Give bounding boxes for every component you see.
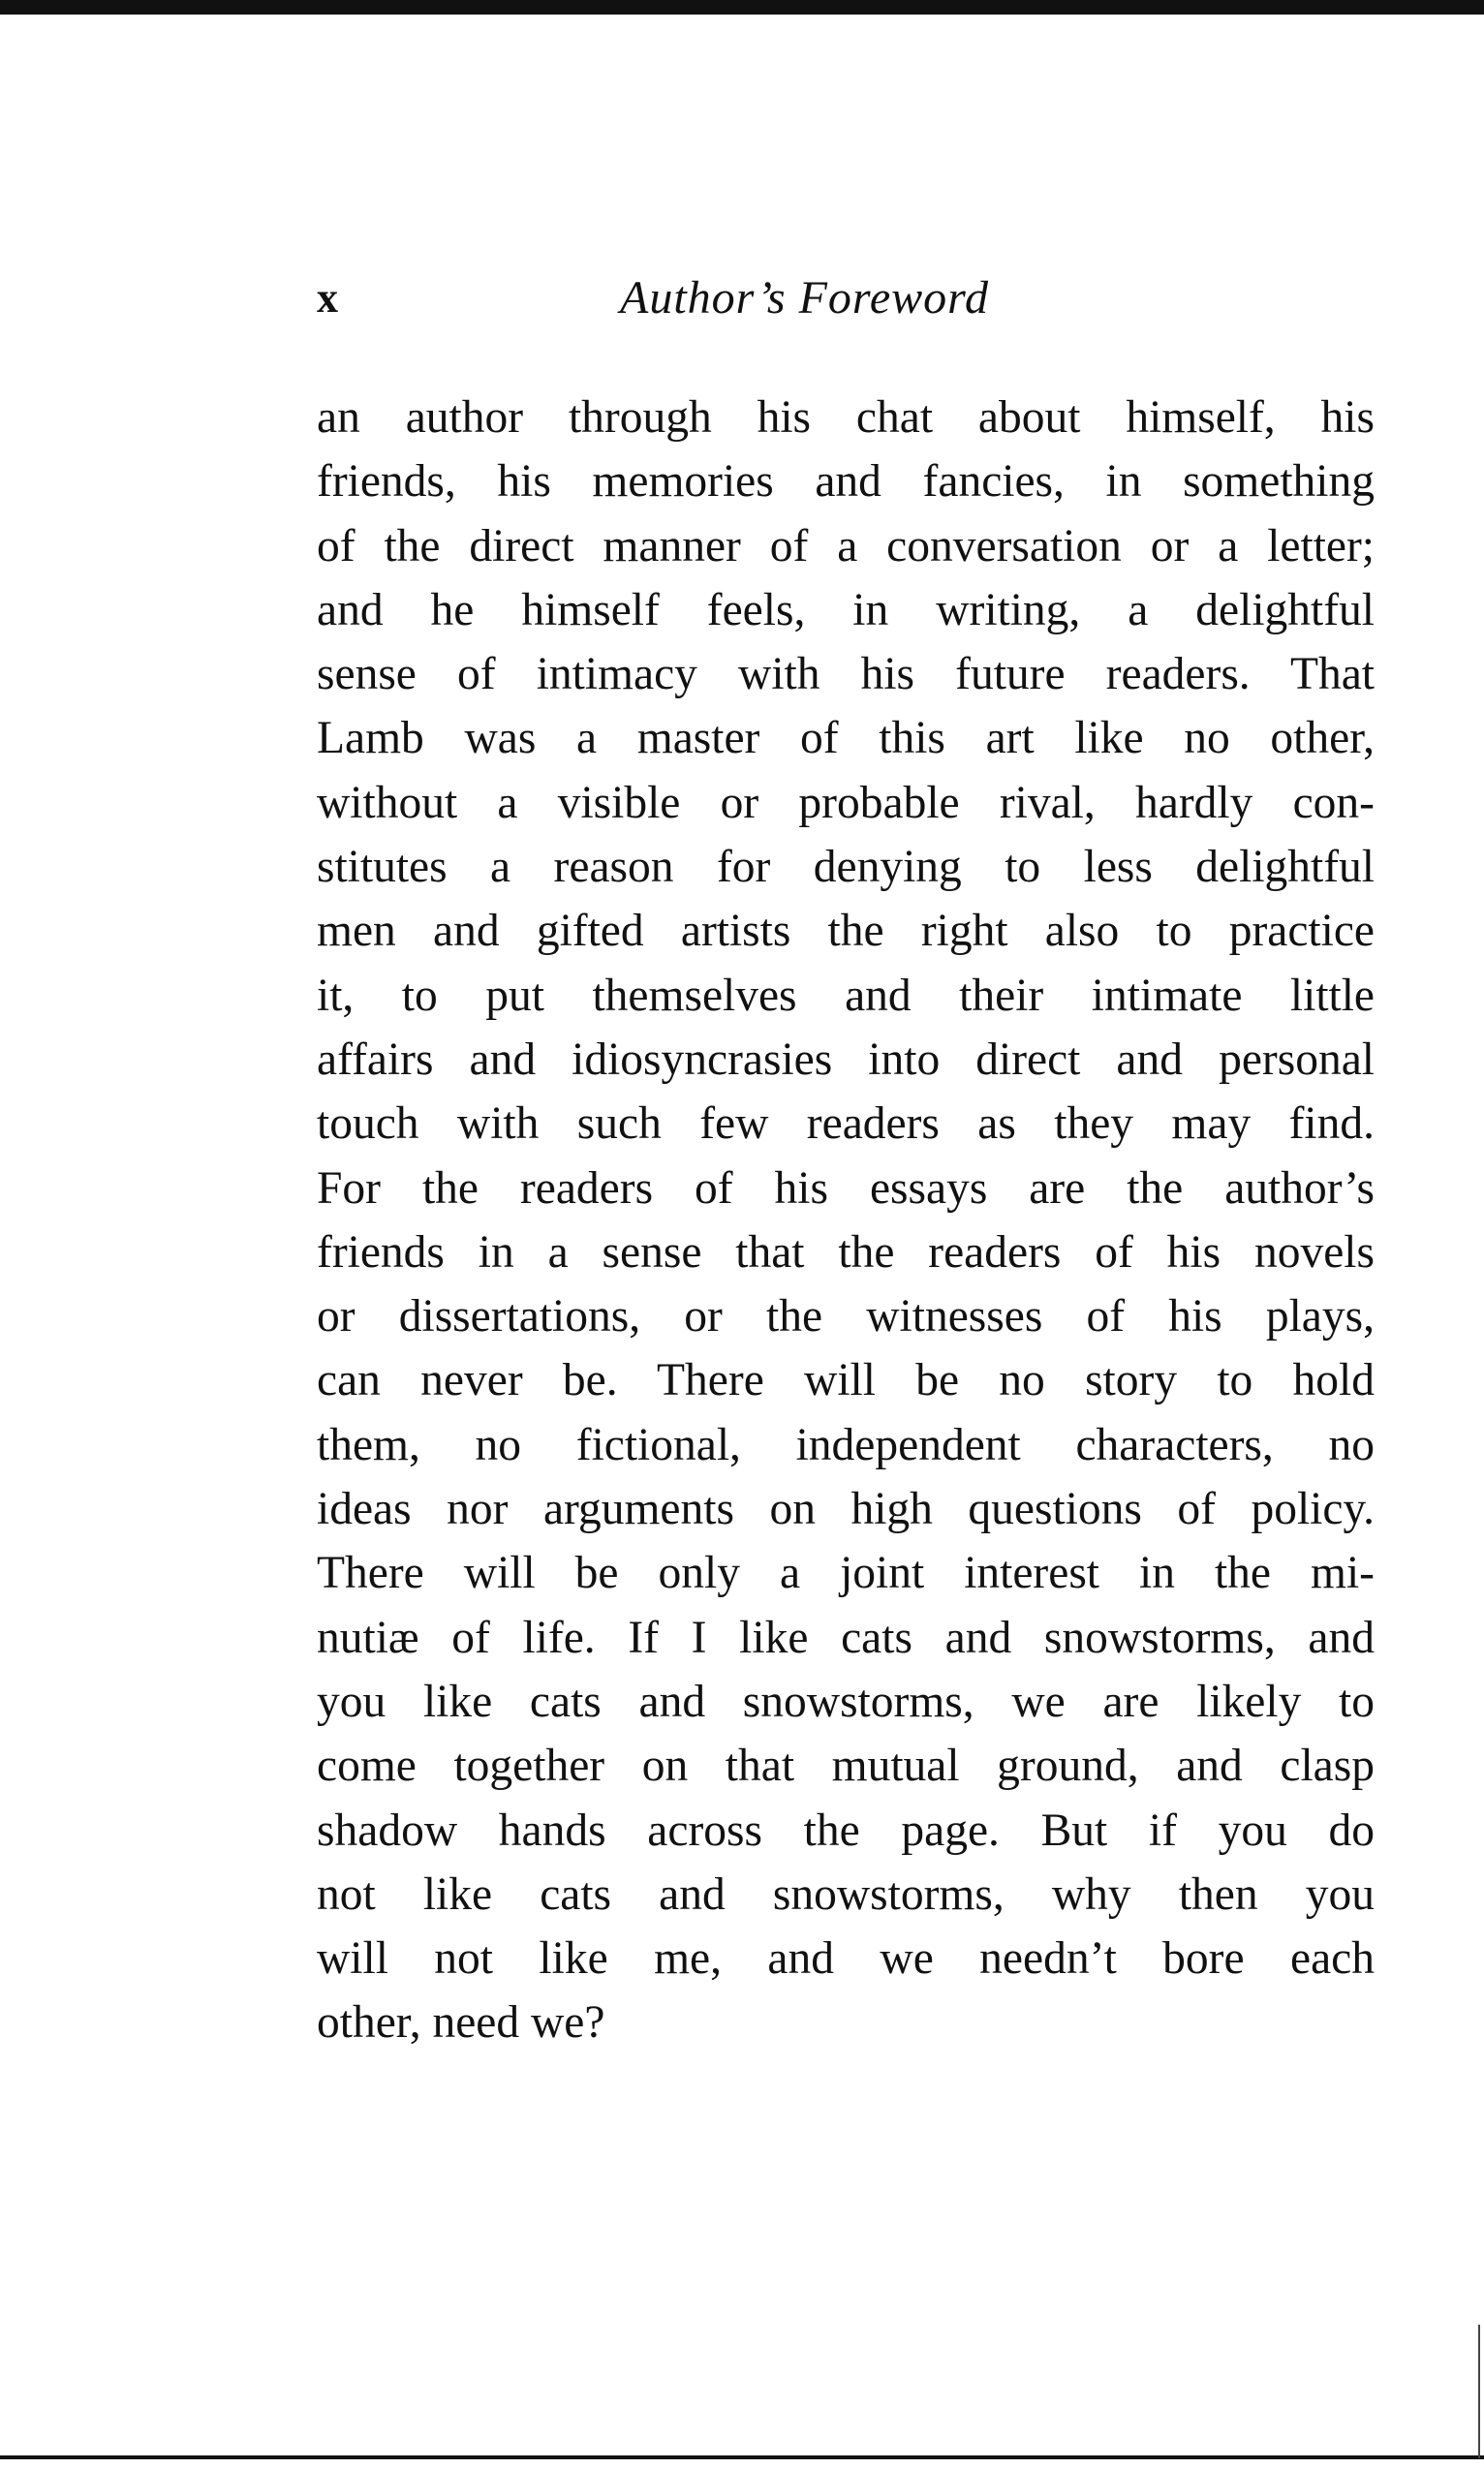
text-line: of the direct manner of a conversation or a letter;	[317, 520, 1375, 571]
text-line: other, need we?	[317, 1997, 605, 2049]
bottom-border	[0, 2455, 1484, 2459]
text-line: sense of intimacy with his future readers. That	[317, 649, 1375, 700]
text-line: can never be. There will be no story to hold	[317, 1355, 1375, 1406]
text-line: not like cats and snowstorms, why then you	[317, 1868, 1375, 1920]
text-line: men and gifted artists the right also to practice	[317, 906, 1375, 957]
text-line: without a visible or probable rival, hardly con-	[317, 777, 1375, 828]
text-line: it, to put themselves and their intimate little	[317, 970, 1375, 1021]
text-line: you like cats and snowstorms, we are likely to	[317, 1676, 1375, 1727]
text-line: come together on that mutual ground, and clasp	[317, 1741, 1375, 1792]
text-line: friends in a sense that the readers of his novels	[317, 1226, 1375, 1278]
page-edge	[1478, 2325, 1480, 2458]
text-line: them, no fictional, independent characters, no	[317, 1419, 1375, 1470]
text-line: shadow hands across the page. But if you do	[317, 1805, 1375, 1856]
text-line: stitutes a reason for denying to less delightful	[317, 842, 1375, 893]
text-line: and he himself feels, in writing, a delightful	[317, 584, 1375, 635]
text-line: ideas nor arguments on high questions of policy.	[317, 1484, 1375, 1535]
text-line: nutiæ of life. If I like cats and snowstorms, and	[317, 1612, 1375, 1663]
text-line: an author through his chat about himself, his	[317, 392, 1375, 443]
text-line: For the readers of his essays are the author’s	[317, 1162, 1375, 1214]
text-line: friends, his memories and fancies, in something	[317, 456, 1375, 508]
text-line: touch with such few readers as they may find.	[317, 1098, 1375, 1150]
text-line: There will be only a joint interest in the mi-	[317, 1548, 1375, 1599]
body-text	[317, 386, 1375, 2055]
page-number: x	[317, 274, 338, 322]
text-line: or dissertations, or the witnesses of his plays,	[317, 1291, 1375, 1343]
top-border	[0, 0, 1484, 15]
text-line: Lamb was a master of this art like no other,	[317, 713, 1375, 764]
text-line: will not like me, and we needn’t bore each	[317, 1933, 1375, 1985]
text-line: affairs and idiosyncrasies into direct and personal	[317, 1034, 1375, 1085]
running-head: Author’s Foreword	[620, 272, 990, 324]
